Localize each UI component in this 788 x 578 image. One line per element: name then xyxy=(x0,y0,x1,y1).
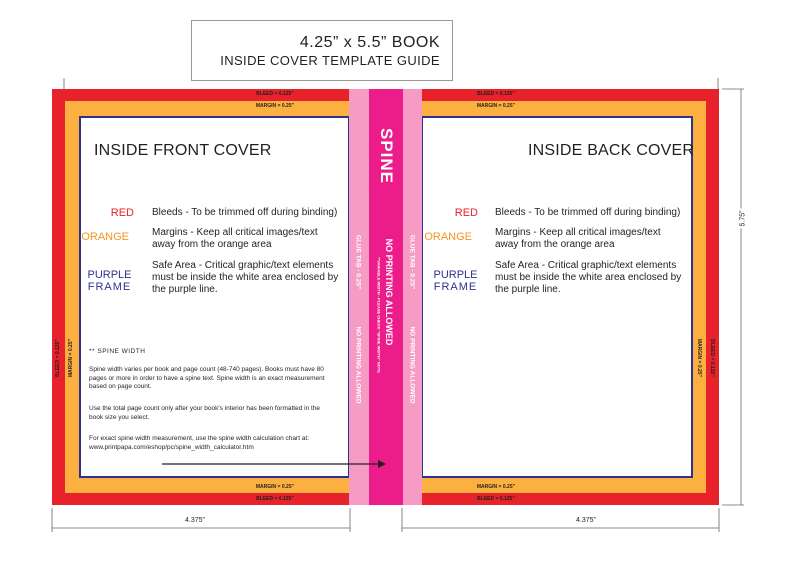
dimension-width-right: 4.375” xyxy=(573,517,599,524)
glue-tab-right-label: GLUE TAB - 0.25" xyxy=(408,234,416,290)
front-legend-desc-orange: Margins - Keep all critical images/text away from the orange area xyxy=(152,227,318,250)
spine-title: SPINE xyxy=(377,127,396,185)
spine-width-note-heading: ** SPINE WIDTH xyxy=(89,348,146,355)
back-margin-label-top: MARGIN = 0.25” xyxy=(476,103,516,109)
front-legend-key-red-text: RED xyxy=(110,207,134,219)
front-margin-label-top: MARGIN = 0.25” xyxy=(255,103,295,109)
spine-width-note-p3: For exact spine width measurement, use the spine width calculation chart at: www.printpapa.com/eshop/pc/spine_width_calculator.htm xyxy=(89,435,310,451)
back-legend-desc-red: Bleeds - To be trimmed off during binding) xyxy=(495,207,681,218)
back-bleed-label-top: BLEED = 0.125” xyxy=(477,91,515,97)
front-legend-desc-purple: Safe Area - Critical graphic/text elements must be inside the white area enclosed by the purple line. xyxy=(152,260,339,295)
spine-variable-width-note: **VARIABLE WIDTH - PLEASE CHECK "SPINE WIDTH" NOTE xyxy=(376,257,382,373)
front-legend-key-purple-line2: FRAME xyxy=(87,281,132,293)
template-subtitle: INSIDE COVER TEMPLATE GUIDE xyxy=(220,53,440,68)
dimension-height: 5.75” xyxy=(739,210,747,227)
right-bleed-side-label: BLEED = 0.125” xyxy=(709,339,715,377)
dimension-width-left: 4.375” xyxy=(182,517,208,524)
glue-tab-left-no-printing: NO PRINTING ALLOWED xyxy=(354,326,362,404)
back-bleed-label-bottom: BLEED = 0.125” xyxy=(477,496,515,502)
back-legend-desc-purple: Safe Area - Critical graphic/text elements must be inside the white area enclosed by the purple line. xyxy=(495,260,682,295)
right-margin-side-label: MARGIN = 0.25” xyxy=(696,338,702,378)
front-legend-key-purple-line1: PURPLE xyxy=(87,269,132,281)
back-legend-key-purple-line2: FRAME xyxy=(433,281,478,293)
left-margin-side-label: MARGIN = 0.25” xyxy=(68,338,74,378)
back-legend-key-red-text: RED xyxy=(454,207,478,219)
back-margin-label-bottom: MARGIN = 0.25” xyxy=(476,484,516,490)
back-cover-heading: INSIDE BACK COVER xyxy=(528,142,695,159)
back-legend-key-orange-text: ORANGE xyxy=(424,231,472,243)
front-margin-label-bottom: MARGIN = 0.25” xyxy=(255,484,295,490)
spine-width-note-p1: Spine width varies per book and page count (48-740 pages). Books must have 80 pages or more in order to have a spine text. Spine width is an exact measurement based on page count. xyxy=(89,366,325,390)
glue-tab-right-no-printing: NO PRINTING ALLOWED xyxy=(408,326,416,404)
front-cover-heading: INSIDE FRONT COVER xyxy=(94,142,272,159)
spine-no-printing: NO PRINTING ALLOWED xyxy=(384,238,394,346)
front-legend-desc-red: Bleeds - To be trimmed off during binding) xyxy=(152,207,338,218)
glue-tab-left-label: GLUE TAB - 0.25" xyxy=(354,234,362,290)
back-legend-key-purple-line1: PURPLE xyxy=(433,269,478,281)
back-legend-desc-orange: Margins - Keep all critical images/text away from the orange area xyxy=(495,227,661,250)
front-legend-key-orange-text: ORANGE xyxy=(81,231,129,243)
front-bleed-label-top: BLEED = 0.125” xyxy=(256,91,294,97)
left-bleed-side-label: BLEED = 0.125” xyxy=(55,339,61,377)
spine-width-note-p2: Use the total page count only after your book's interior has been formatted in the book size you select. xyxy=(89,405,321,421)
template-title: 4.25” x 5.5” BOOK xyxy=(299,34,440,51)
front-bleed-label-bottom: BLEED = 0.125” xyxy=(256,496,294,502)
